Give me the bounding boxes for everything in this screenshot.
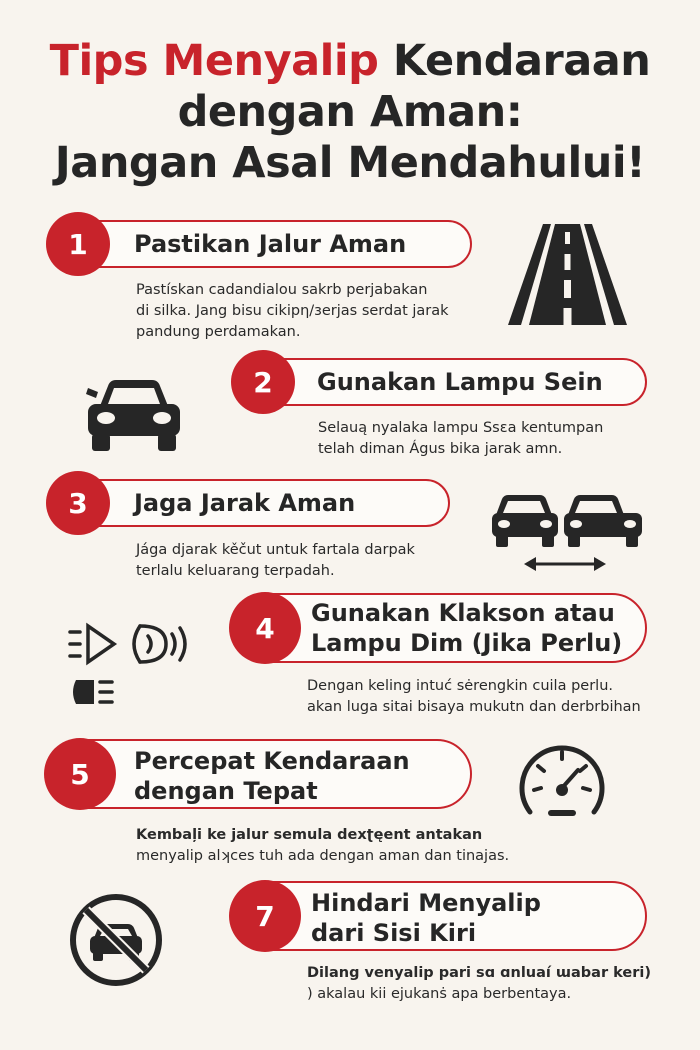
no-overtake-icon (68, 892, 164, 988)
tip-1-title: Pastikan Jalur Aman (134, 230, 407, 258)
tip-5-title: Percepat Kendaraan dengan Tepat (134, 747, 410, 805)
tip-3-number: 3 (46, 471, 110, 535)
tip-2-number: 2 (231, 350, 295, 414)
tip-7-title: Hindari Menyalip dari Sisi Kiri (311, 889, 541, 947)
title-line2: dengan Aman: (177, 87, 523, 137)
tip-4-number: 4 (229, 592, 301, 664)
title-highlight: Tips Menyalip (49, 36, 379, 86)
title-line1-rest: Kendaraan (378, 36, 651, 86)
tip-1-number: 1 (46, 212, 110, 276)
tip-5-desc: Kembaļi ke jalur semula dexʈęent antakan menyalip alʞces tuh ada dengan aman dan tinajas. (136, 827, 510, 864)
speedometer-icon (514, 738, 610, 822)
car-front-icon (84, 378, 184, 453)
tip-7-desc: Dilang venyalip pari sɑ ɑnluaí ɯabar keri) ) akalau kii ejukanṡ apa berbentaya. (307, 965, 652, 1002)
tip-4-desc: Dengan keling intuć sėrengkin cuila perlu. akan luga sitai bisaya mukutn dan derbrbihan (307, 678, 641, 715)
tip-7-number: 7 (229, 880, 301, 952)
headlight-horn-icon (66, 620, 196, 716)
page-title (0, 36, 700, 189)
tip-3-title: Jaga Jarak Aman (134, 489, 356, 517)
tip-1-desc: Pastískan cadandialou sakrb perjabakan di silka. Jang bisu cikiрη/ɜerjas serdat jarak pandung perdamakan. (136, 282, 449, 340)
tip-4-title: Gunakan Klakson atau Lampu Dim (Jika Perlu) (311, 599, 623, 657)
tip-3-desc: Jága djarak kěčut untuk fartala darpak terlalu keluarang terpadah. (136, 542, 415, 579)
tip-5-number: 5 (44, 738, 116, 810)
tip-2-title: Gunakan Lampu Sein (317, 368, 603, 396)
title-line3: Jangan Asal Mendahului! (54, 138, 646, 188)
road-icon (505, 222, 630, 327)
cars-distance-icon (490, 493, 645, 575)
tip-2-desc: Selauą nyalaka lampu Ssɛa kentumpan telah diman Águs bika jarak amn. (318, 420, 604, 457)
